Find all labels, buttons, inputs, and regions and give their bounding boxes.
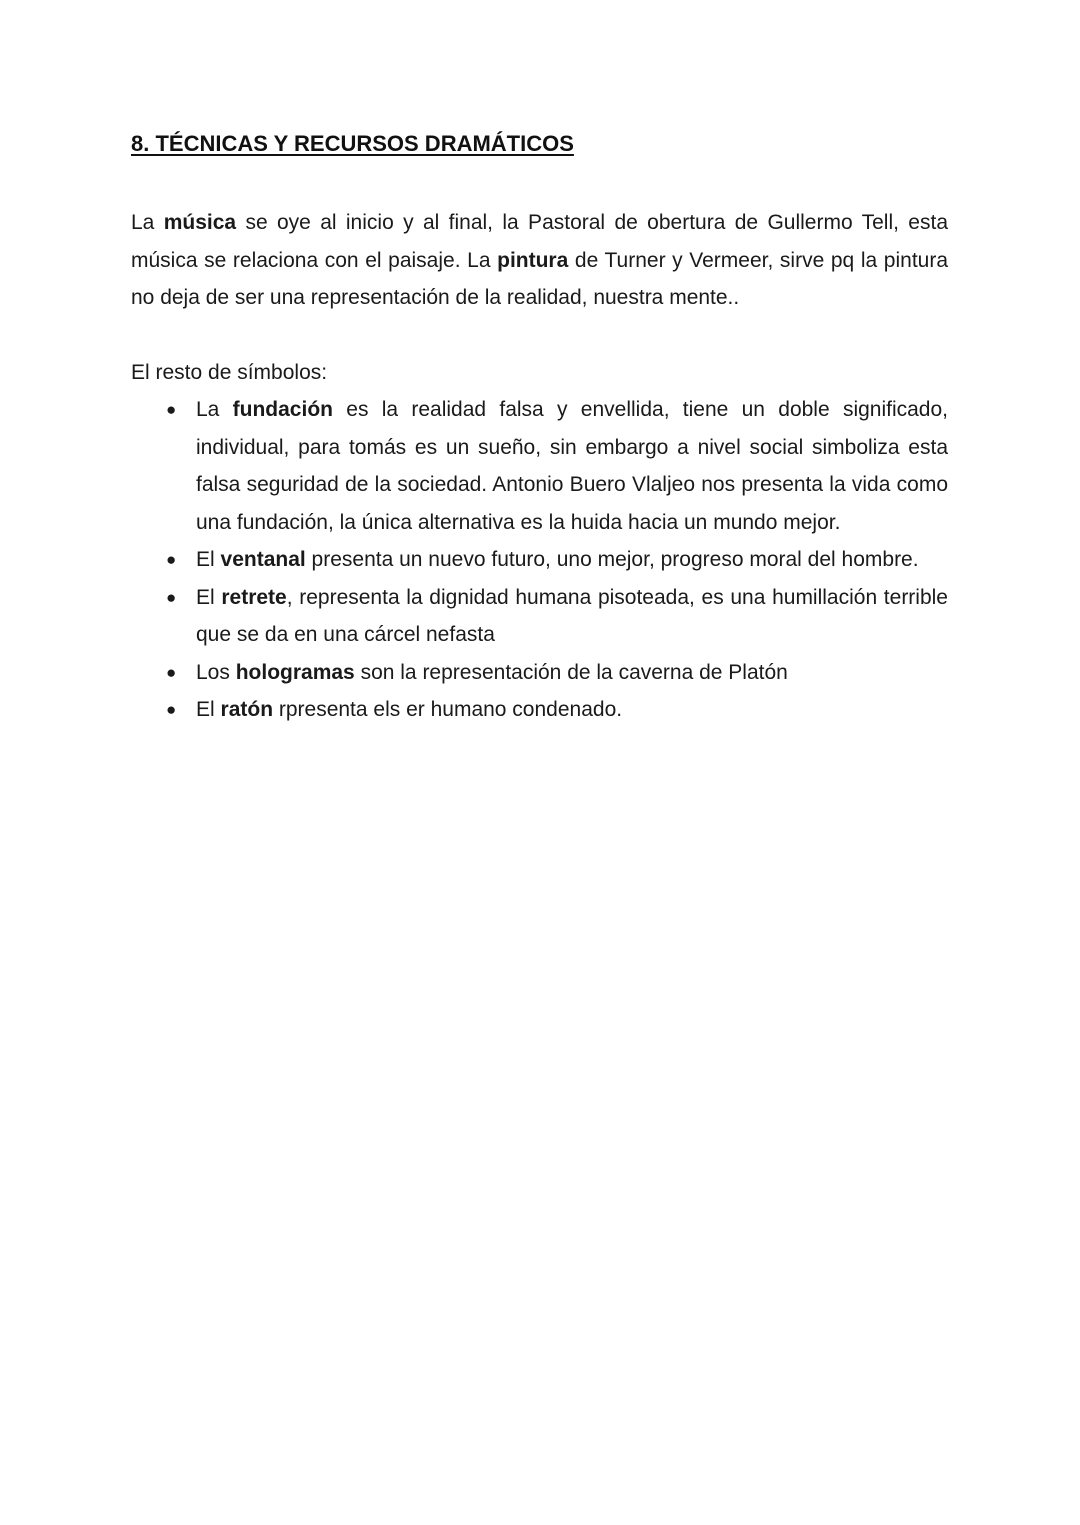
bullet-icon: ● bbox=[166, 550, 177, 569]
section-heading: 8. TÉCNICAS Y RECURSOS DRAMÁTICOS bbox=[131, 131, 574, 156]
list-item-term: fundación bbox=[232, 398, 333, 421]
list-item-ventanal bbox=[131, 541, 948, 579]
list-item-text: son la representación de la caverna de Platón bbox=[354, 660, 788, 684]
list-item-prefix: El bbox=[196, 698, 221, 721]
bullet-icon: ● bbox=[166, 400, 177, 419]
list-item-term: retrete bbox=[221, 585, 287, 609]
list-item-text: es la realidad falsa y envellida, tiene un doble significado, individual, para tomás es un sueño, sin embargo a nivel social simboliza esta falsa seguridad de la sociedad. Antonio Buero Vlaljeo nos presenta la vida como una fundación, la única alternativa es la huida hacia un mundo mejor. bbox=[196, 398, 949, 534]
list-item-term: ratón bbox=[220, 698, 274, 721]
list-item-term: hologramas bbox=[235, 660, 355, 684]
list-item-term: ventanal bbox=[220, 548, 306, 571]
symbols-list bbox=[131, 391, 948, 729]
document-page bbox=[131, 128, 948, 729]
list-item-fundacion bbox=[131, 391, 948, 541]
bullet-icon: ● bbox=[166, 587, 177, 607]
list-item-text: rpresenta els er humano condenado. bbox=[273, 698, 623, 721]
list-item-raton bbox=[131, 691, 948, 729]
intro-text-2: se oye al inicio y al final, la Pastoral de obertura de Gullermo Tell, esta música se relaciona con el paisaje. La bbox=[131, 211, 948, 272]
intro-text-3: de Turner y Vermeer, sirve pq la pintura no deja de ser una representación de la realidad, nuestra mente.. bbox=[131, 248, 948, 309]
intro-bold-pintura: pintura bbox=[497, 248, 569, 272]
bullet-icon: ● bbox=[166, 700, 177, 719]
symbols-intro: El resto de símbolos: bbox=[131, 360, 328, 384]
list-item-hologramas bbox=[131, 654, 948, 692]
intro-bold-musica: música bbox=[163, 211, 237, 234]
list-item-text: , representa la dignidad humana pisoteada, es una humillación terrible que se da en una cárcel nefasta bbox=[196, 585, 948, 646]
intro-paragraph bbox=[131, 204, 948, 317]
list-item-prefix: La bbox=[196, 398, 233, 421]
bullet-icon: ● bbox=[166, 662, 177, 682]
list-item-retrete bbox=[131, 579, 948, 654]
list-item-text: presenta un nuevo futuro, uno mejor, progreso moral del hombre. bbox=[305, 548, 919, 571]
list-item-prefix: El bbox=[196, 585, 222, 609]
list-item-prefix: Los bbox=[196, 660, 236, 684]
list-item-prefix: El bbox=[196, 548, 221, 571]
intro-text-1: La bbox=[131, 211, 164, 234]
